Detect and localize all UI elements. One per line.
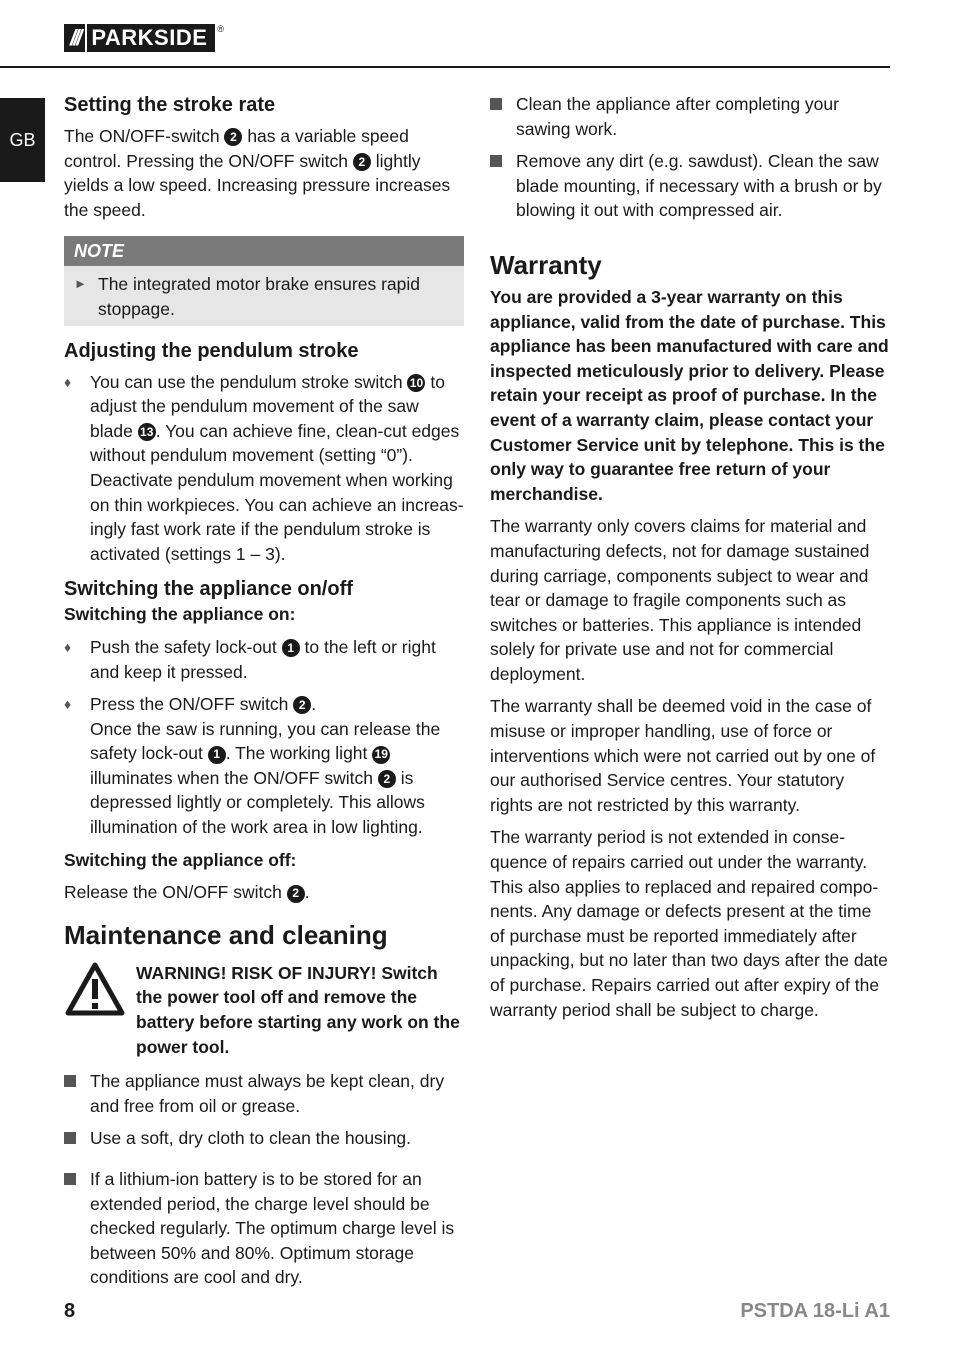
left-column — [64, 92, 464, 1298]
model-name: PSTDA 18-Li A1 — [740, 1300, 890, 1322]
warning-triangle-icon — [64, 961, 136, 1059]
switch-on-label: Switching the appliance on: — [64, 604, 296, 625]
warranty-paragraph: The warranty only covers claims for material and manufacturing defects, not for damage sustained during carriage, components subject to wear and tear or damage to fragile components such as switches or batteries. This appliance is intended solely for private use and not for commercial deployment. — [490, 516, 870, 684]
page-number: 8 — [64, 1300, 76, 1322]
ref-number: 2 — [224, 128, 242, 146]
language-tab: GB — [0, 98, 45, 182]
list-item: Use a soft, dry cloth to clean the housing. — [64, 1126, 464, 1151]
square-bullet-icon — [490, 155, 502, 167]
ref-number: 13 — [138, 423, 156, 441]
ref-number: 2 — [293, 696, 311, 714]
ref-number: 1 — [282, 639, 300, 657]
ref-number: 2 — [378, 770, 396, 788]
square-bullet-icon — [64, 1132, 76, 1144]
diamond-bullet-icon: ♦ — [64, 696, 72, 713]
list-item: Clean the appliance after completing your sawing work. — [490, 92, 890, 141]
ref-number: 2 — [353, 153, 371, 171]
list-item: ♦ You can use the pendulum stroke switch 10 to adjust the pendulum movement of the saw blade 13 . You can achieve fine, clean-cut edges without pendulum movement (setting “0”). Deactivate pendulum movement when working on thin workpieces. You can achieve an increasingly fast work rate if the pendulum stroke is activated (settings 1 – 3). — [64, 370, 464, 567]
list-item: ♦ Press the ON/OFF switch 2 . Once the saw is running, you can release the safety lock-out 1 . The working light 19 illuminates when the ON/OFF switch 2 is depressed lightly or completely. This allows illumination of the work area in low lighting. — [64, 692, 464, 840]
warranty-paragraph: The warranty shall be deemed void in the case of misuse or improper handling, use of force or interventions which were not carried out by one of our authorised Service centres. Your statutory rights are not restricted by this warranty. — [490, 696, 876, 815]
switch-off-text: Release the ON/OFF switch 2 . — [64, 882, 310, 903]
note-label: NOTE — [64, 236, 464, 266]
warranty-paragraph: The warranty period is not extended in consequence of repairs carried out under the warranty. This also applies to replaced and repaired components. Any damage or defects present at the time of purchase must be reported immediately after unpacking, but no later than two days after the date of purchase. Repairs carried out after expiry of the warranty period shall be subject to charge. — [490, 827, 888, 1020]
pendulum-heading: Adjusting the pendulum stroke — [64, 339, 359, 362]
warranty-heading: Warranty — [490, 249, 602, 280]
list-item: ♦ Push the safety lock-out 1 to the left or right and keep it pressed. — [64, 635, 464, 684]
list-item: Remove any dirt (e.g. sawdust). Clean the saw blade mounting, if necessary with a brush or by blowing it out with compressed air. — [490, 149, 890, 223]
ref-number: 2 — [287, 885, 305, 903]
stroke-rate-heading: Setting the stroke rate — [64, 94, 276, 116]
square-bullet-icon — [64, 1075, 76, 1087]
warning-text: WARNING! RISK OF INJURY! Switch the power tool off and remove the battery before starting any work on the power tool. — [136, 962, 460, 1057]
right-column — [490, 92, 890, 1030]
square-bullet-icon — [490, 98, 502, 110]
logo-slashes: /// — [64, 24, 85, 52]
warning-box — [64, 961, 464, 1059]
square-bullet-icon — [64, 1173, 76, 1185]
stroke-rate-text: The ON/OFF-switch 2 has a variable speed control. Pressing the ON/OFF switch 2 lightly yields a low speed. Increasing pressure increases the speed. — [64, 126, 451, 220]
maintenance-heading: Maintenance and cleaning — [64, 919, 388, 950]
warranty-intro: You are provided a 3-year warranty on this appliance, valid from the date of purchase. This appliance has been manufactured with care and inspected meticulously prior to delivery. Please retain your receipt as proof of purchase. In the event of a warranty claim, please contact your Customer Service unit by telephone. This is the only way to guarantee free return of your merchandise. — [490, 286, 889, 504]
note-text: The integrated motor brake ensures rapid stoppage. — [98, 274, 420, 319]
diamond-bullet-icon: ♦ — [64, 373, 72, 390]
ref-number: 10 — [407, 374, 425, 392]
ref-number: 19 — [372, 746, 390, 764]
list-item: The appliance must always be kept clean, dry and free from oil or grease. — [64, 1069, 464, 1118]
list-item: If a lithium-ion battery is to be stored for an extended period, the charge level should be checked regularly. The optimum charge level is between 50% and 80%. Optimum storage conditions are cool and dry. — [64, 1167, 464, 1290]
diamond-bullet-icon: ♦ — [64, 638, 72, 655]
onoff-heading: Switching the appliance on/off — [64, 578, 353, 601]
parkside-logo — [64, 24, 224, 52]
switch-off-label: Switching the appliance off: — [64, 849, 297, 870]
ref-number: 1 — [208, 746, 226, 764]
header-rule — [0, 66, 890, 68]
logo-registered: ® — [217, 24, 225, 34]
arrow-bullet-icon: ► — [74, 276, 87, 292]
note-box — [64, 236, 464, 325]
logo-brand: PARKSIDE — [85, 24, 215, 52]
